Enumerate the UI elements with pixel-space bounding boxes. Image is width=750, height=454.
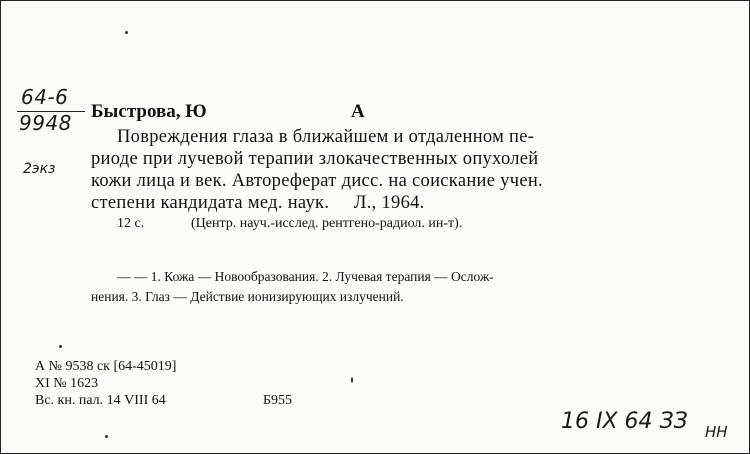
title-line: Повреждения глаза в ближайшем и отдаленном пе- (117, 127, 535, 147)
speck (351, 377, 353, 383)
registry-line: Вс. кн. пал. 14 VIII 64 (35, 393, 166, 408)
speck (59, 345, 62, 348)
speck (105, 435, 108, 438)
subject-line: — — 1. Кожа — Новообразования. 2. Лучевая терапия — Ослож- (117, 269, 494, 284)
handwritten-date-note: 16 IX 64 ЗЗ (561, 409, 688, 434)
copies-note: 2экз (23, 161, 56, 177)
title-line: риоде при лучевой терапии злокачественных опухолей (91, 149, 539, 169)
issuing-institution: (Центр. науч.-исслед. рентгено-радиол. ин-т). (191, 216, 463, 231)
accession-code: Б955 (263, 393, 293, 408)
shelfmark-bottom: 9948 (19, 111, 72, 135)
shelfmark-top: 64-6 (21, 85, 69, 109)
registry-line: А № 9538 ск [64-45019] (35, 359, 177, 374)
subject-line: нения. 3. Глаз — Действие ионизирующих излучений. (91, 289, 404, 304)
page-count: 12 с. (117, 216, 145, 231)
index-letter: А (351, 101, 365, 122)
title-line: кожи лица и век. Автореферат дисс. на соискание учен. (91, 171, 543, 191)
handwritten-initials: НН (705, 423, 728, 441)
speck (125, 31, 128, 34)
author-heading: Быстрова, Ю (91, 101, 207, 122)
registry-line: XI № 1623 (35, 376, 99, 391)
title-line: степени кандидата мед. наук. Л., 1964. (91, 193, 425, 213)
